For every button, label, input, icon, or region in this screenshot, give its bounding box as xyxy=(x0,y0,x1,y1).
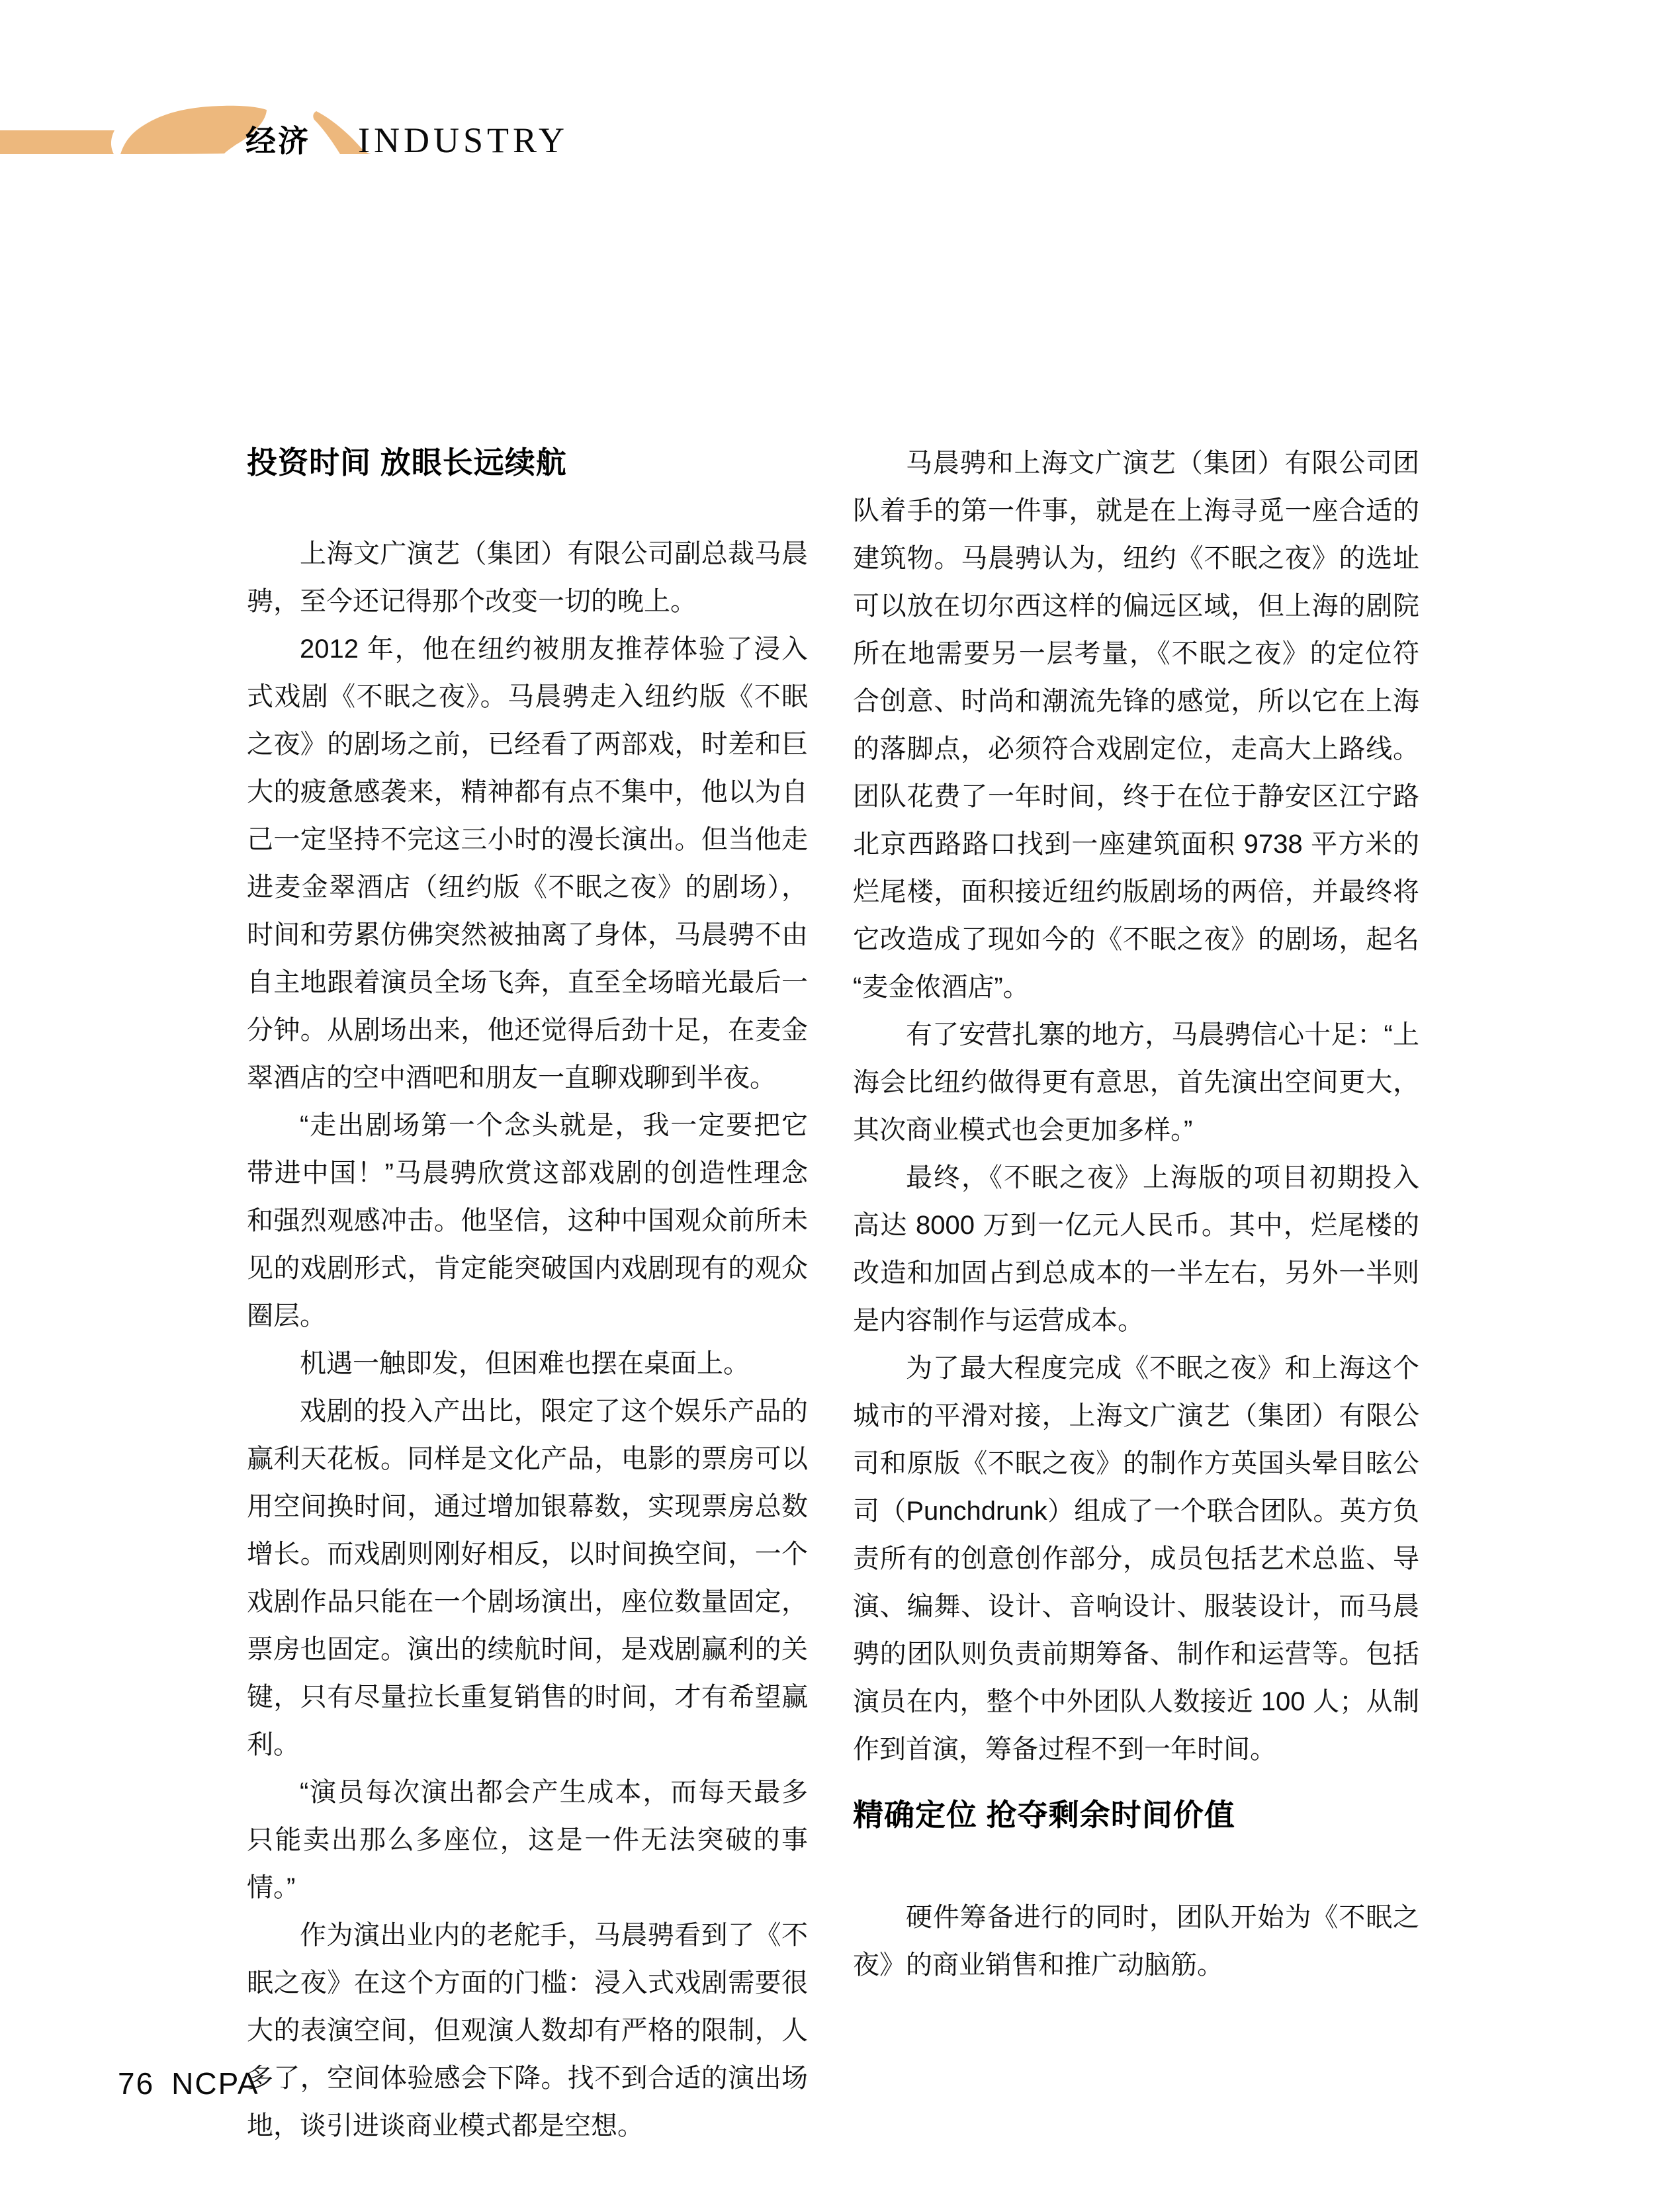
section-title-en: INDUSTRY xyxy=(358,120,569,160)
paragraph: 有了安营扎寨的地方，马晨骋信心十足：“上海会比纽约做得更有意思，首先演出空间更大，其次商业模式也会更加多样。” xyxy=(853,1020,1419,1145)
paragraph: 硬件筹备进行的同时，团队开始为《不眠之夜》的商业销售和推广动脑筋。 xyxy=(853,1903,1419,1980)
section-title-cn: 经济 xyxy=(245,124,310,158)
paragraph: 最终，《不眠之夜》上海版的项目初期投入高达 8000 万到一亿元人民币。其中，烂尾楼的改造和加固占到总成本的一半左右，另外一半则是内容制作与运营成本。 xyxy=(853,1163,1419,1335)
page-footer xyxy=(118,2068,259,2099)
header-hill-shape xyxy=(120,106,267,154)
paragraph: 为了最大程度完成《不眠之夜》和上海这个城市的平滑对接，上海文广演艺（集团）有限公司和原版《不眠之夜》的制作方英国头晕目眩公司（Punchdrunk）组成了一个联合团队。英方负责所有的创意创作部分，成员包括艺术总监、导演、编舞、设计、音响设计、服装设计，而马晨骋的团队则负责前期筹备、制作和运营等。包括演员在内，整个中外团队人数接近 100 人；从制作到首演，筹备过程不到一年时间。 xyxy=(853,1354,1419,1764)
right-column xyxy=(853,439,1419,1989)
paragraph: “走出剧场第一个念头就是，我一定要把它带进中国！”马晨骋欣赏这部戏剧的创造性理念和强烈观感冲击。他坚信，这种中国观众前所未见的戏剧形式，肯定能突破国内戏剧现有的观众圈层。 xyxy=(247,1111,808,1331)
right-column-heading: 精确定位 抢夺剩余时间价值 xyxy=(853,1798,1235,1832)
paragraph: 戏剧的投入产出比，限定了这个娱乐产品的赢利天花板。同样是文化产品，电影的票房可以用空间换时间，通过增加银幕数，实现票房总数增长。而戏剧则刚好相反，以时间换空间，一个戏剧作品只能在一个剧场演出，座位数量固定，票房也固定。演出的续航时间，是戏剧赢利的关键，只有尽量拉长重复销售的时间，才有希望赢利。 xyxy=(247,1397,808,1759)
paragraph: 2012 年，他在纽约被朋友推荐体验了浸入式戏剧《不眠之夜》。马晨骋走入纽约版《不眠之夜》的剧场之前，已经看了两部戏，时差和巨大的疲惫感袭来，精神都有点不集中，他以为自己一定坚持不完这三小时的漫长演出。但当他走进麦金翠酒店（纽约版《不眠之夜》的剧场），时间和劳累仿佛突然被抽离了身体，马晨骋不由自主地跟着演员全场飞奔，直至全场暗光最后一分钟。从剧场出来，他还觉得后劲十足，在麦金翠酒店的空中酒吧和朋友一直聊戏聊到半夜。 xyxy=(247,635,808,1092)
paragraph: 上海文广演艺（集团）有限公司副总裁马晨骋，至今还记得那个改变一切的晚上。 xyxy=(247,539,808,616)
left-column-heading: 投资时间 放眼长远续航 xyxy=(247,445,567,480)
journal-name: NCPA xyxy=(171,2066,259,2101)
paragraph: “演员每次演出都会产生成本，而每天最多只能卖出那么多座位，这是一件无法突破的事情。” xyxy=(247,1778,808,1902)
paragraph: 作为演出业内的老舵手，马晨骋看到了《不眠之夜》在这个方面的门槛：浸入式戏剧需要很大的表演空间，但观演人数却有严格的限制，人多了，空间体验感会下降。找不到合适的演出场地，谈引进谈商业模式都是空想。 xyxy=(247,1921,808,2140)
left-column xyxy=(247,439,808,2150)
paragraph: 机遇一触即发，但困难也摆在桌面上。 xyxy=(300,1349,750,1378)
paragraph: 马晨骋和上海文广演艺（集团）有限公司团队着手的第一件事，就是在上海寻觅一座合适的建筑物。马晨骋认为，纽约《不眠之夜》的选址可以放在切尔西这样的偏远区域，但上海的剧院所在地需要另一层考量，《不眠之夜》的定位符合创意、时尚和潮流先锋的感觉，所以它在上海的落脚点，必须符合戏剧定位，走高大上路线。团队花费了一年时间，终于在位于静安区江宁路北京西路路口找到一座建筑面积 9738 平方米的烂尾楼，面积接近纽约版剧场的两倍，并最终将它改造成了现如今的《不眠之夜》的剧场，起名“麦金侬酒店”。 xyxy=(853,449,1419,1002)
page-number: 76 xyxy=(118,2066,155,2101)
header-bar-shape xyxy=(0,130,114,154)
